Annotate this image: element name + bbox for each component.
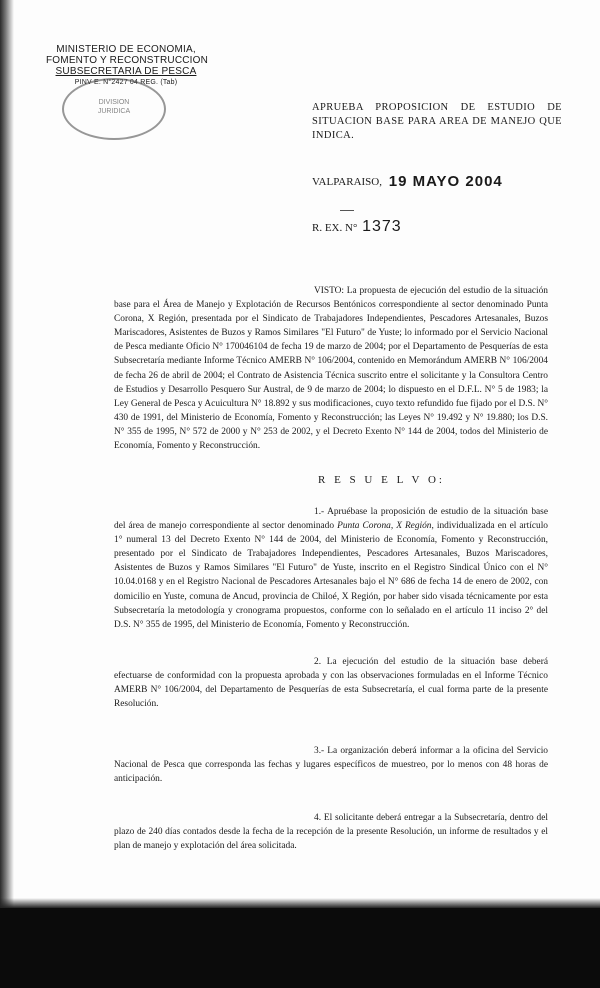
resolution-article-2: 2. La ejecución del estudio de la situación base deberá efectuarse de conformidad con la propuesta aprobada y con las observaciones formuladas en el Informe Técnico AMERB N° 106/2004, del Departamento de Pesquerías de esta Subsecretaría, el cual forma parte de la presente Resolución. bbox=[114, 657, 548, 710]
scan-edge-bottom bbox=[0, 908, 600, 988]
resolution-subject: APRUEBA PROPOSICION DE ESTUDIO DE SITUACION BASE PARA AREA DE MANEJO QUE INDICA. bbox=[312, 102, 562, 141]
date-stamp: 19 MAYO 2004 bbox=[388, 173, 503, 190]
visto-paragraph: VISTO: La propuesta de ejecución del estudio de la situación base para el Área de Manejo y Explotación de Recursos Bentónicos correspondiente al sector denominado Punta Corona, X Región, presentada por el Sindicato de Trabajadores Independientes, Pescadores Artesanales, Buzos Mariscadores, Asistentes de Buzos y Ramos Similares "El Futuro" de Yuste; lo informado por el Servicio Nacional de Pesca mediante Oficio N° 170046104 de fecha 19 de marzo de 2004; por el Departamento de Pesquerías de esta Subsecretaría mediante Informe Técnico AMERB N° 106/2004, contenido en Memorándum AMERB N° 106/2004 de fecha 26 de abril de 2004; el Contrato de Asistencia Técnica suscrito entre el solicitante y la Consultora Centro de Estudios y Desarrollo Pesquero Sur Austral, de 9 de marzo de 2004; lo dispuesto en el D.F.L. N° 5 de 1983; la Ley General de Pesca y Acuicultura N° 18.892 y sus modificaciones, cuyo texto refundido fue fijado por el D.S. N° 430 de 1991, del Ministerio de Economía, Fomento y Reconstrucción; las Leyes N° 19.492 y N° 19.880; los D.S. N° 355 de 1995, N° 572 de 2000 y N° 253 de 2002, y el Decreto Exento N° 144 de 2004, todos del Ministerio de Economía, Fomento y Reconstrucción. bbox=[114, 286, 548, 452]
ministry-name: MINISTERIO DE ECONOMIA, bbox=[56, 44, 196, 55]
resolution-article-4: 4. El solicitante deberá entregar a la Subsecretaría, dentro del plazo de 240 días contados desde la fecha de la recepción de la presente Resolución, un informe de resultados y el plan de manejo y explotación del área solicitada. bbox=[114, 813, 548, 852]
stamp-text: DIVISION JURIDICA bbox=[97, 99, 131, 115]
resuelvo-heading: R E S U E L V O: bbox=[318, 474, 445, 486]
city-date-line bbox=[312, 172, 503, 189]
resolution-number: 1373 bbox=[362, 218, 402, 235]
subsecretaria-name: SUBSECRETARIA DE PESCA bbox=[55, 66, 197, 77]
ministry-subtitle: FOMENTO Y RECONSTRUCCION bbox=[46, 55, 209, 66]
resolution-article-1: 1.- Apruébase la proposición de estudio de la situación base del área de manejo correspondiente al sector denominado Punta Corona, X Región, individualizada en el artículo 1° numeral 13 del Decreto Exento N° 144 de 2004, del Ministerio de Economía, Fomento y Reconstrucción, presentado por el Sindicato de Trabajadores Independientes, Pescadores Artesanales, Buzos Mariscadores, Asistentes de Buzos y Ramos Similares "El Futuro" de Yuste, inscrito en el Registro Sindical Único con el N° 10.04.0168 y en el Registro Nacional de Pescadores Artesanales bajo el N° 686 de fecha 14 de enero de 2002, con domicilio en Yuste, comuna de Ancud, provincia de Chiloé, X Región, por haber sido visada técnicamente por esta Subsecretaría la metodología y cronograma propuestos, conforme con lo señalado en el artículo 11 inciso 2° del D.S. N° 355 de 1995, del Ministerio de Economía, Fomento y Reconstrucción. bbox=[114, 507, 548, 630]
place-name: Punta Corona, X Región bbox=[337, 521, 432, 532]
resolution-number-mark bbox=[340, 210, 354, 211]
scan-edge-left bbox=[0, 0, 14, 988]
resolution-label: R. EX. N° bbox=[312, 222, 358, 234]
city: VALPARAISO, bbox=[312, 176, 382, 188]
reference-code: PINV E. N°2427 04 REG. (Tab) bbox=[74, 79, 178, 86]
division-juridica-stamp bbox=[62, 78, 166, 140]
resolution-article-3: 3.- La organización deberá informar a la oficina del Servicio Nacional de Pesca que corresponda las fechas y lugares específicos de muestreo, por lo menos con 48 horas de anticipación. bbox=[114, 746, 548, 785]
resolution-number-line bbox=[312, 218, 402, 236]
